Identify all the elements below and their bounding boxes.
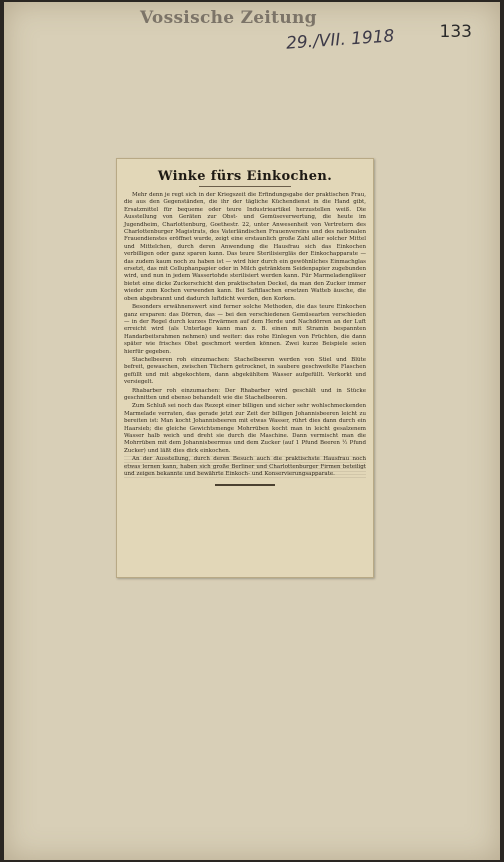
clipping-paragraph: Zum Schluß sei noch das Rezept einer billigen und sicher sehr wohlschmeckenden Marmelade verraten, das gerade jetzt zur Zeit der billigen Johannisbeeren leicht zu bereiten ist: Man kocht Johannisbeeren mit etwas Wasser, rührt dies dann durch ein Haarsieb; die gleiche Gewichtsmenge Mohrrüben kocht man in leicht gesalzenem Wasser halb weich und dreht sie durch die Maschine. Dann vermischt man die Mohrrüben mit dem Johannisbeermus und dem Zucker (auf 1 Pfund Beeren ½ Pfund Zucker) und läßt dies dick einkochen. bbox=[124, 403, 366, 454]
clipping-paragraph: Besonders erwähnenswert sind ferner solche Methoden, die das teure Einkochen ganz ersparen: das Dörren, das — bei den verschiedenen Gemüsearten verschieden — in der Regel durch kurzes Erwärmen auf dem Herde und Nachdörren an der Luft erreicht wird (als Unterlage kann man z. B. einen mit Stramin bespannten Handarbeitsrahmen nehmen) und weiter: das rohe Einlegen von Früchten, die dann später wie frisches Obst geschmort werden können. Zwei kurze Beispiele seien hierfür gegeben. bbox=[124, 304, 366, 355]
clipping-paragraph: Stachelbeeren roh einzumachen: Stachelbeeren werden von Stiel und Blüte befreit, gewaschen, zwischen Tüchern getrocknet, in saubere geschwefelte Flaschen gefüllt und mit abgekochtem, dann abgekühltem Wasser aufgefüllt. Verkorkt und versiegelt. bbox=[124, 356, 366, 386]
archive-page bbox=[4, 2, 500, 860]
newspaper-clipping bbox=[116, 158, 374, 578]
end-rule bbox=[215, 484, 275, 486]
page-number: 133 bbox=[439, 22, 472, 42]
newspaper-source-stamp: Vossische Zeitung bbox=[140, 8, 317, 28]
handwritten-date: 29./VII. 1918 bbox=[285, 26, 396, 54]
clipping-paragraph: Mehr denn je regt sich in der Kriegszeit die Erfindungsgabe der praktischen Frau, die aus den Gegenständen, die ihr der tägliche Küchendienst in die Hand gibt, Ersatzmittel für bequeme oder teure Industrieartikel herzustellen weiß. Die Ausstellung von Geräten zur Obst- und Gemüseverwertung, die heute im Jugendheim, Charlottenburg, Goethestr. 22, unter Anwesenheit von Vertretern des Charlottenburger Magistrats, des Vaterländischen Frauenvereins und des nationalen Frauendienstes eröffnet wurde, zeigt eine erstaunlich große Zahl aller solcher Mittel und Mittelchen, durch deren Anwendung die Hausfrau sich das Einkochen verbilligen oder ganz sparen kann. Das teure Sterilisiergläs der Einkochapparate — das zudem kaum noch zu haben ist — wird hier durch ein gewöhnliches Einmachglas ersetzt, das mit Celluphanpapier oder in Milch getränktem Seidenpapier zugebunden wird, und nun in jedem Wassertohde sterilisiert werden kann. Für Marmeladengläser bietet eine dicke Zuckerschicht den praktischsten Deckel, da man den Zucker immer wieder zum Kochen verwenden kann. Bei Saftflaschen ersetzen Watteb äusche, die oben abgebrannt und dadurch luftdicht werden, den Korken. bbox=[124, 192, 366, 302]
title-underline bbox=[199, 186, 291, 187]
clipping-title: Winke fürs Einkochen. bbox=[157, 169, 333, 184]
clipping-paragraph: Rhabarber roh einzumachen: Der Rhabarber wird geschält und in Stücke geschnitten und ebenso behandelt wie die Stachelbeeren. bbox=[124, 387, 366, 401]
clipping-paragraph: An der Ausstellung, durch deren Besuch auch die praktischste Hausfrau noch etwas lernen kann, haben sich große Berliner und Charlottenburger Firmen beteiligt und zeigen bekannte und bewährte Einkoch- und Konservierungsapparate. bbox=[124, 456, 366, 478]
